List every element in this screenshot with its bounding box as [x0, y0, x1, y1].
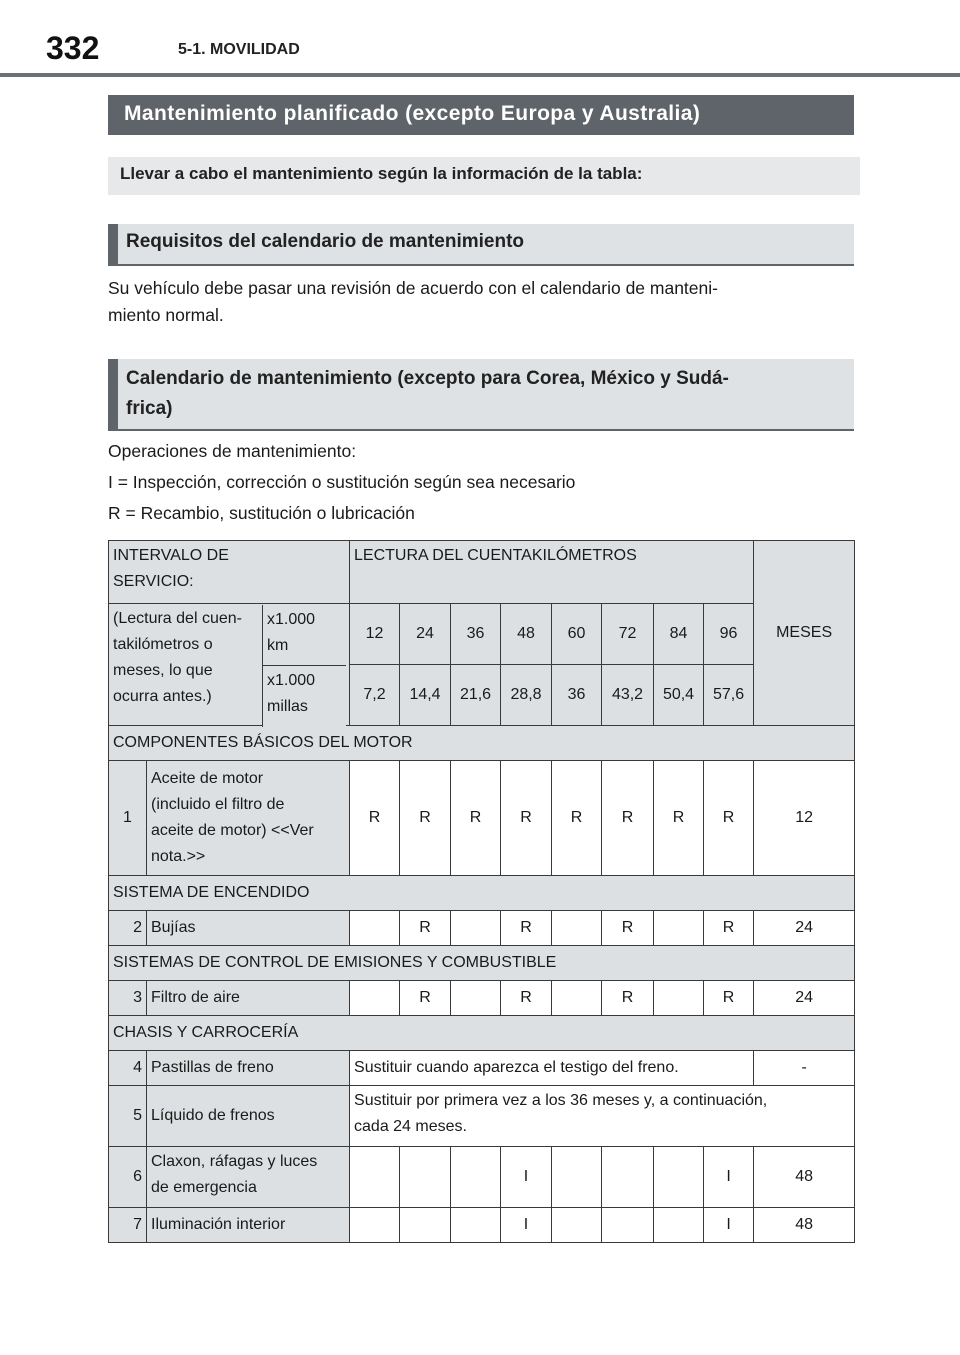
unit-divider	[262, 665, 346, 666]
op-cell: I	[501, 1147, 552, 1208]
op-cell: R	[654, 761, 704, 876]
op-cell	[552, 1208, 602, 1243]
op-cell	[552, 1147, 602, 1208]
op-cell: R	[501, 911, 552, 946]
item-number: 5	[109, 1086, 147, 1147]
cell-line: meses, lo que	[113, 662, 213, 679]
op-cell	[654, 981, 704, 1016]
months-cell: 48	[754, 1208, 855, 1243]
months-cell: 12	[754, 761, 855, 876]
km-value: 84	[654, 604, 704, 665]
maintenance-schedule-table	[108, 540, 855, 1243]
op-cell	[552, 981, 602, 1016]
op-cell	[451, 911, 501, 946]
op-cell: R	[602, 761, 654, 876]
op-cell	[451, 1147, 501, 1208]
op-cell: R	[602, 911, 654, 946]
table-section-row	[109, 946, 855, 981]
mi-value: 21,6	[451, 665, 501, 726]
item-note: Sustituir cuando aparezca el testigo del freno.	[350, 1051, 754, 1086]
op-cell	[602, 1208, 654, 1243]
operations-label: Operaciones de mantenimiento:	[108, 441, 357, 461]
table-row	[109, 911, 855, 946]
instruction-box: Llevar a cabo el mantenimiento según la información de la tabla:	[108, 157, 860, 195]
requirements-paragraph	[108, 275, 828, 329]
op-cell: R	[451, 761, 501, 876]
odometer-header: LECTURA DEL CUENTAKILÓMETROS	[350, 541, 754, 604]
op-cell	[350, 981, 400, 1016]
months-cell: 24	[754, 981, 855, 1016]
mi-value: 50,4	[654, 665, 704, 726]
km-value: 96	[704, 604, 754, 665]
op-cell: R	[552, 761, 602, 876]
op-cell	[654, 1147, 704, 1208]
item-note	[350, 1086, 855, 1147]
cell-line: de emergencia	[151, 1179, 257, 1196]
section-chassis: CHASIS Y CARROCERÍA	[109, 1016, 855, 1051]
op-cell	[350, 1147, 400, 1208]
op-cell	[451, 1208, 501, 1243]
mi-value: 57,6	[704, 665, 754, 726]
banner-title: Mantenimiento planificado (excepto Europa y Australia)	[108, 95, 854, 135]
op-cell: R	[704, 761, 754, 876]
item-number: 4	[109, 1051, 147, 1086]
op-cell: R	[704, 981, 754, 1016]
op-cell	[552, 911, 602, 946]
mi-value: 14,4	[400, 665, 451, 726]
paragraph-line: Su vehículo debe pasar una revisión de acuerdo con el calendario de manteni-	[108, 278, 718, 298]
item-number: 1	[109, 761, 147, 876]
op-cell: I	[704, 1147, 754, 1208]
op-cell	[400, 1147, 451, 1208]
cell-line: Sustituir por primera vez a los 36 meses y, a continuación,	[354, 1092, 768, 1109]
cell-line: km	[267, 636, 289, 654]
op-cell: R	[350, 761, 400, 876]
cell-line: x1.000	[267, 610, 316, 628]
km-value: 12	[350, 604, 400, 665]
cell-line: (Lectura del cuen-	[113, 610, 242, 627]
item-number: 2	[109, 911, 147, 946]
distance-unit	[262, 666, 346, 727]
distance-unit	[262, 605, 346, 666]
op-cell	[350, 911, 400, 946]
section-emissions: SISTEMAS DE CONTROL DE EMISIONES Y COMBUSTIBLE	[109, 946, 855, 981]
op-cell: I	[704, 1208, 754, 1243]
km-value: 72	[602, 604, 654, 665]
table-row	[109, 1147, 855, 1208]
op-cell: R	[501, 761, 552, 876]
table-header-row	[109, 541, 855, 604]
km-value: 24	[400, 604, 451, 665]
table-row	[109, 761, 855, 876]
op-cell: R	[501, 981, 552, 1016]
header-rule	[0, 73, 960, 77]
table-row	[109, 981, 855, 1016]
heading-line: Calendario de mantenimiento (excepto para Corea, México y Sudá-	[126, 368, 729, 389]
item-name: Filtro de aire	[147, 981, 350, 1016]
cell-line: Claxon, ráfagas y luces	[151, 1153, 318, 1170]
heading-line: frica)	[126, 398, 173, 419]
item-name: Líquido de frenos	[147, 1086, 350, 1147]
cell-line: (incluido el filtro de	[151, 796, 285, 813]
table-row	[109, 1051, 855, 1086]
item-name	[147, 1147, 350, 1208]
cell-line: cada 24 meses.	[354, 1118, 467, 1135]
cell-line: aceite de motor) <<Ver	[151, 822, 314, 839]
table-row	[109, 1208, 855, 1243]
cell-line: nota.>>	[151, 848, 206, 865]
op-cell	[654, 1208, 704, 1243]
op-cell: R	[704, 911, 754, 946]
km-value: 48	[501, 604, 552, 665]
op-cell	[451, 981, 501, 1016]
mi-value: 36	[552, 665, 602, 726]
op-cell: R	[602, 981, 654, 1016]
km-value: 36	[451, 604, 501, 665]
legend-inspection: I = Inspección, corrección o sustitución según sea necesario	[108, 472, 576, 492]
op-cell	[602, 1147, 654, 1208]
cell-line: x1.000	[267, 671, 316, 689]
legend-replacement: R = Recambio, sustitución o lubricación	[108, 503, 415, 523]
cell-line: SERVICIO:	[113, 573, 194, 590]
item-name	[147, 761, 350, 876]
table-section-row	[109, 876, 855, 911]
table-section-row	[109, 726, 855, 761]
cell-line: Aceite de motor	[151, 770, 264, 787]
cell-line: millas	[267, 697, 308, 715]
item-name: Pastillas de freno	[147, 1051, 350, 1086]
op-cell	[654, 911, 704, 946]
months-cell: -	[754, 1051, 855, 1086]
table-row	[109, 1086, 855, 1147]
months-cell: 24	[754, 911, 855, 946]
section-heading-schedule	[108, 359, 854, 431]
item-number: 6	[109, 1147, 147, 1208]
cell-line: takilómetros o	[113, 636, 213, 653]
paragraph-line: miento normal.	[108, 305, 224, 325]
item-name: Iluminación interior	[147, 1208, 350, 1243]
op-cell	[350, 1208, 400, 1243]
section-ignition: SISTEMA DE ENCENDIDO	[109, 876, 855, 911]
table-section-row	[109, 1016, 855, 1051]
km-value: 60	[552, 604, 602, 665]
table-km-row	[109, 604, 855, 665]
page-number: 332	[46, 30, 100, 66]
op-cell: R	[400, 761, 451, 876]
months-header: MESES	[754, 541, 855, 726]
item-number: 3	[109, 981, 147, 1016]
op-cell: R	[400, 911, 451, 946]
cell-line: INTERVALO DE	[113, 547, 229, 564]
item-name: Bujías	[147, 911, 350, 946]
mi-value: 43,2	[602, 665, 654, 726]
interval-header	[109, 541, 350, 604]
op-cell: R	[400, 981, 451, 1016]
item-number: 7	[109, 1208, 147, 1243]
section-heading-requirements: Requisitos del calendario de mantenimiento	[108, 224, 854, 266]
op-cell	[400, 1208, 451, 1243]
mi-value: 7,2	[350, 665, 400, 726]
mi-value: 28,8	[501, 665, 552, 726]
months-cell: 48	[754, 1147, 855, 1208]
op-cell: I	[501, 1208, 552, 1243]
section-engine: COMPONENTES BÁSICOS DEL MOTOR	[109, 726, 855, 761]
cell-line: ocurra antes.)	[113, 688, 212, 705]
chapter-title: 5-1. MOVILIDAD	[178, 41, 300, 58]
